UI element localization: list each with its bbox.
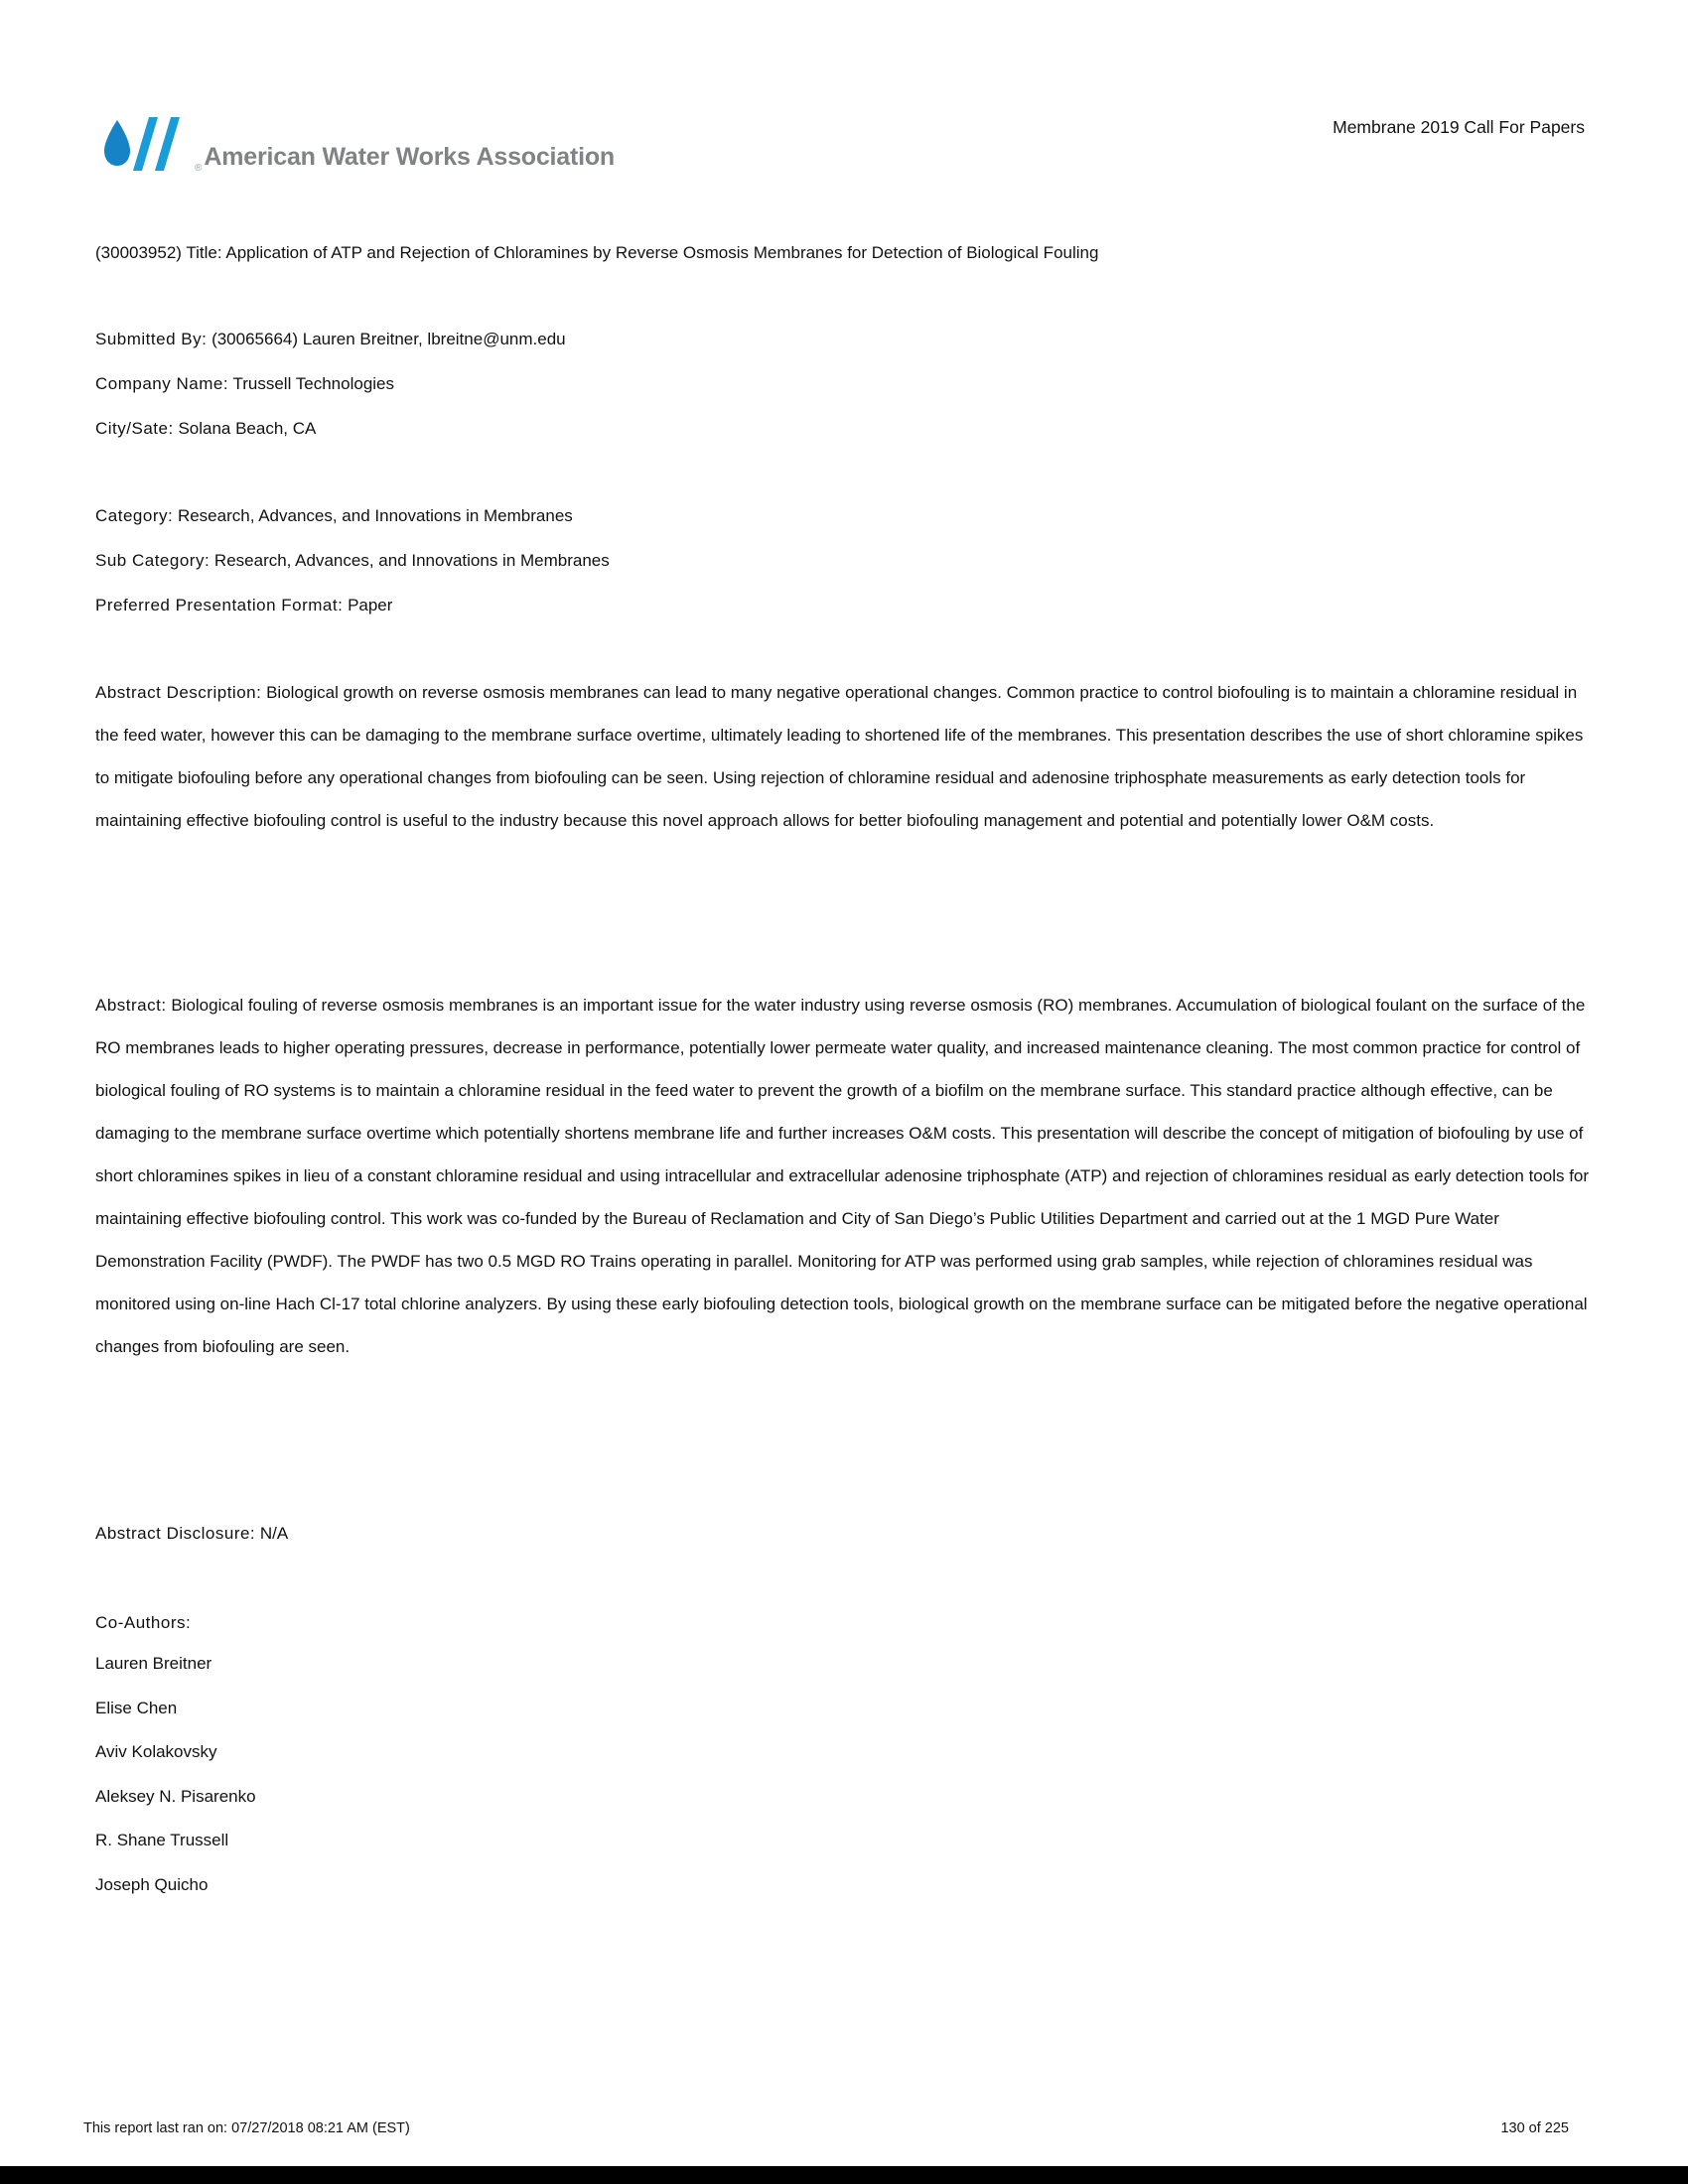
- company-name-label: Company Name:: [95, 374, 229, 393]
- abstract-description-label: Abstract Description:: [95, 683, 262, 702]
- co-author: Elise Chen: [95, 1698, 178, 1717]
- abstract-text: Biological fouling of reverse osmosis membranes is an important issue for the water industry using reverse osmosis (RO) membranes. Accumulation of biological foulant on the surface of the RO membranes leads to higher operating pressures, decrease in performance, potentially lower permeate water quality, and increased maintenance cleaning. The most common practice for control of biological fouling of RO systems is to maintain a chloramine residual in the feed water to prevent the growth of a biofilm on the membrane surface. This standard practice although effective, can be damaging to the membrane surface overtime which potentially shortens membrane life and further increases O&M costs. This presentation will describe the concept of mitigation of biofouling by use of short chloramines spikes in lieu of a constant chloramine residual and using intracellular and extracellular adenosine triphosphate (ATP) and rejection of chloramines residual as early detection tools for maintaining effective biofouling control. This work was co-funded by the Bureau of Reclamation and City of San Diego’s Public Utilities Department and carried out at the 1 MGD Pure Water Demonstration Facility (PWDF). The PWDF has two 0.5 MGD RO Trains operating in parallel. Monitoring for ATP was performed using grab samples, while rejection of chloramines residual was monitored using on-line Hach Cl-17 total chlorine analyzers. By using these early biofouling detection tools, biological growth on the membrane surface can be mitigated before the negative operational changes from biofouling are seen.: [95, 996, 1590, 1356]
- submission-info-block: [95, 317, 1599, 451]
- submitted-by-label: Submitted By:: [95, 330, 208, 348]
- bottom-edge-bar: [0, 2166, 1688, 2184]
- submitted-by-line: [95, 317, 1599, 361]
- category-line: [95, 493, 1599, 538]
- abstract-record-title: (30003952) Title: Application of ATP and Rejection of Chloramines by Reverse Osmosis Membranes for Detection of Biological Fouling: [95, 243, 1099, 262]
- preferred-format-line: [95, 583, 1599, 627]
- abstract-disclosure-value: N/A: [259, 1524, 289, 1543]
- footer-page-number: 130 of 225: [1500, 2120, 1569, 2136]
- preferred-format-label: Preferred Presentation Format:: [95, 596, 344, 614]
- sub-category-value: Research, Advances, and Innovations in Membranes: [213, 551, 610, 570]
- co-authors-list: [95, 1642, 1599, 1907]
- co-author: Aleksey N. Pisarenko: [95, 1786, 256, 1806]
- abstract-label: Abstract:: [95, 996, 167, 1015]
- abstract-disclosure-line: [95, 1511, 1599, 1556]
- footer-report-timestamp: This report last ran on: 07/27/2018 08:21 AM (EST): [83, 2120, 410, 2136]
- submitted-by-value: (30065664) Lauren Breitner, lbreitne@unm.edu: [211, 330, 566, 348]
- company-name-value: Trussell Technologies: [232, 374, 395, 393]
- abstract-description-text: Biological growth on reverse osmosis membranes can lead to many negative operational changes. Common practice to control biofouling is to maintain a chloramine residual in the feed water, however this can be damaging to the membrane surface overtime, ultimately leading to shortened life of the membranes. This presentation describes the use of short chloramine spikes to mitigate biofouling before any operational changes from biofouling can be seen. Using rejection of chloramine residual and adenosine triphosphate measurements as early detection tools for maintaining effective biofouling control is useful to the industry because this novel approach allows for better biofouling management and potential and potentially lower O&M costs.: [95, 683, 1584, 830]
- city-state-label: City/Sate:: [95, 419, 174, 438]
- abstract-description-paragraph: [95, 671, 1599, 842]
- preferred-format-value: Paper: [348, 596, 393, 614]
- category-value: Research, Advances, and Innovations in Membranes: [177, 506, 573, 525]
- awwa-logo: [99, 115, 615, 177]
- abstract-disclosure-block: [95, 1511, 1599, 1556]
- awwa-logo-text: American Water Works Association: [204, 143, 616, 171]
- registered-trademark: ®: [195, 163, 203, 174]
- co-authors-heading-block: [95, 1600, 1599, 1645]
- co-author: Joseph Quicho: [95, 1874, 209, 1894]
- co-authors-label: Co-Authors:: [95, 1613, 192, 1632]
- sub-category-label: Sub Category:: [95, 551, 211, 570]
- co-author: R. Shane Trussell: [95, 1831, 229, 1849]
- report-name: Membrane 2019 Call For Papers: [1333, 117, 1585, 137]
- co-author: Aviv Kolakovsky: [95, 1742, 217, 1761]
- sub-category-line: [95, 538, 1599, 583]
- company-name-line: [95, 361, 1599, 406]
- awwa-water-drop-icon: [99, 115, 199, 177]
- abstract-paragraph: [95, 984, 1599, 1368]
- abstract-disclosure-label: Abstract Disclosure:: [95, 1524, 256, 1543]
- city-state-line: [95, 406, 1599, 451]
- co-author: Lauren Breitner: [95, 1654, 212, 1673]
- category-label: Category:: [95, 506, 174, 525]
- city-state-value: Solana Beach, CA: [178, 419, 317, 438]
- category-block: [95, 493, 1599, 627]
